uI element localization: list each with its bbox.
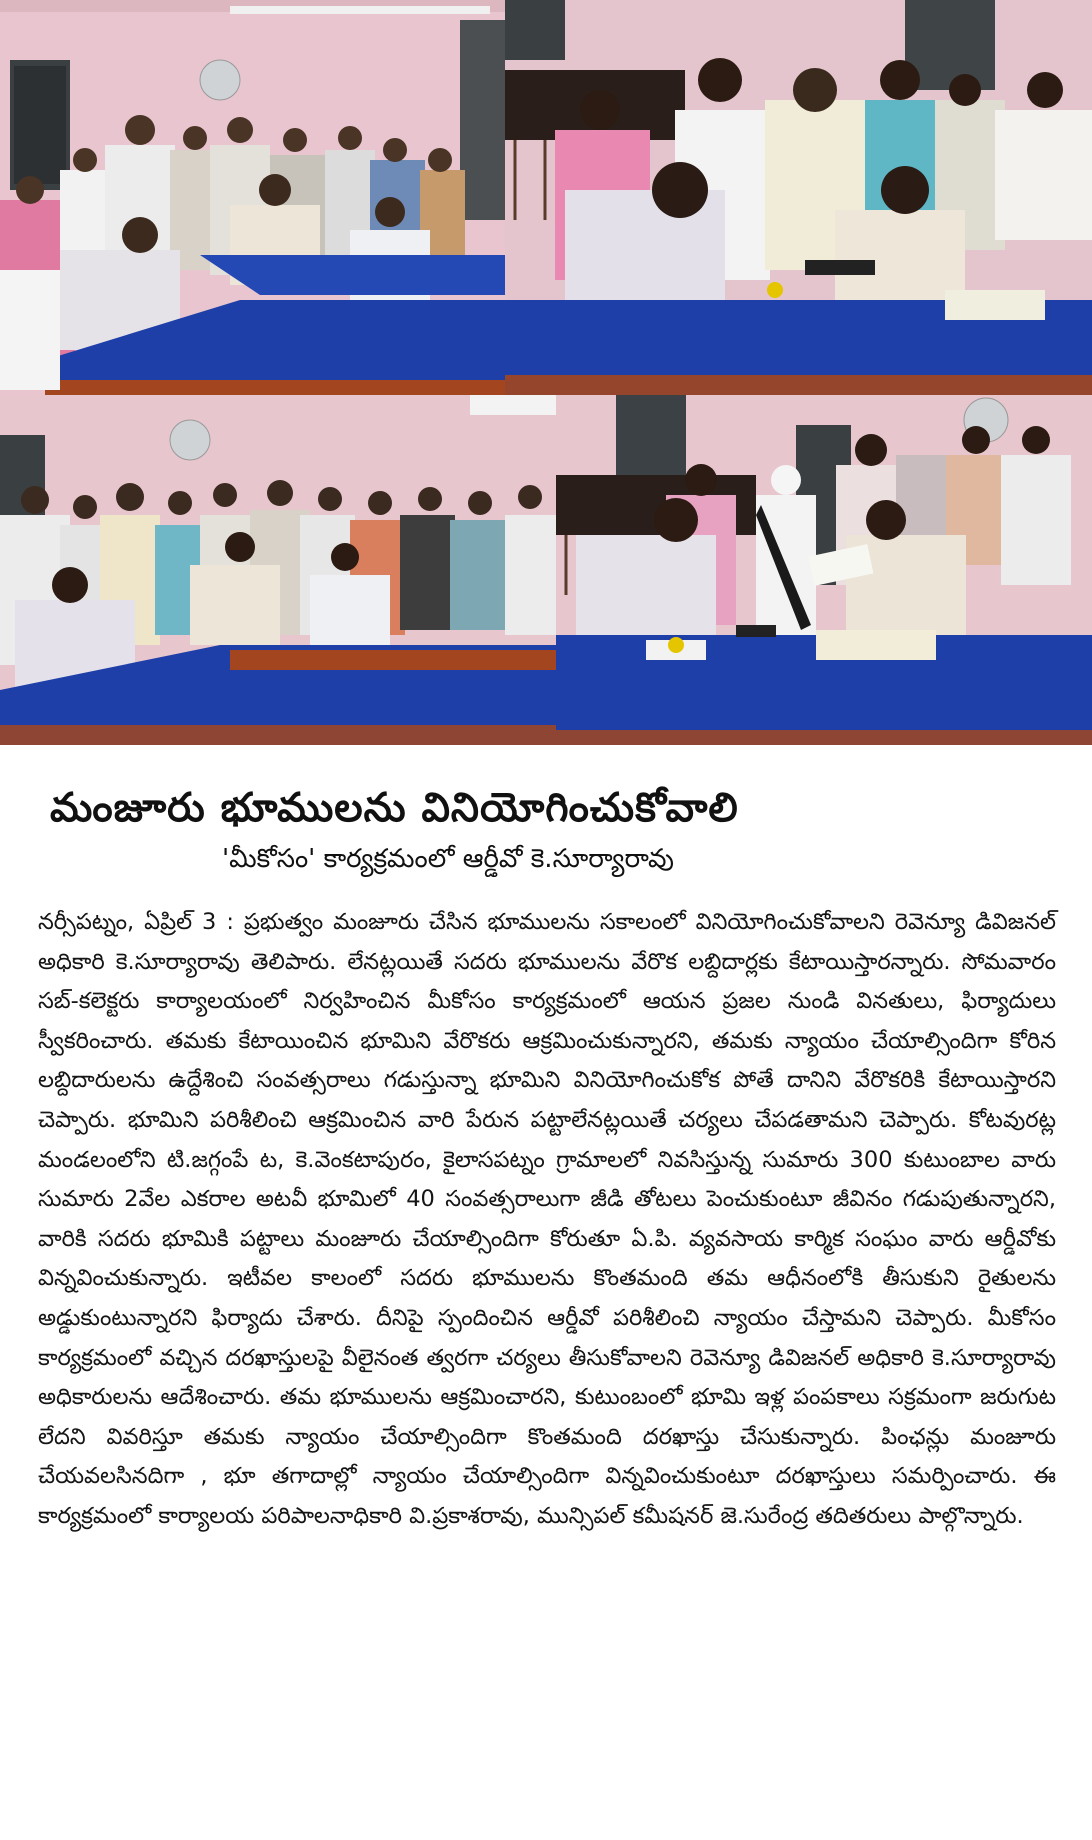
photo-meeting-4 — [556, 395, 1092, 745]
article-subheadline: 'మీకోసం' కార్యక్రమంలో ఆర్డీవో కె.సూర్యారావు — [222, 844, 674, 874]
article-body: నర్సీపట్నం, ఏప్రిల్ 3 : ప్రభుత్వం మంజూరు చేసిన భూములను సకాలంలో వినియోగించుకోవాలని రెవెన్యూ డివిజనల్ అధికారి కె.సూర్యారావు తెలిపారు. లేనట్లయితే సదరు భూములను వేరొక లబ్దిదార్లకు కేటాయిస్తారన్నారు. సోమవారం సబ్-కలెక్టరు కార్యాలయంలో నిర్వహించిన మీకోసం కార్యక్రమంలో ఆయన ప్రజల నుండి వినతులు, ఫిర్యాదులు స్వీకరించారు. తమకు కేటాయించిన భూమిని వేరొకరు ఆక్రమించుకున్నారని, తమకు న్యాయం చేయాల్సిందిగా కోరిన లబ్దిదారులను ఉద్దేశించి సంవత్సరాలు గడుస్తున్నా భూమిని వినియోగించుకోక పోతే దానిని వేరొకరికి కేటాయిస్తారని చెప్పారు. భూమిని పరిశీలించి ఆక్రమించిన వారి పేరున పట్టాలేనట్లయితే చర్యలు చేపడతామని చెప్పారు. కోటవురట్ల మండలంలోని టి.జగ్గంపే ట, కె.వెంకటాపురం, కైలాసపట్నం గ్రామాలలో నివసిస్తున్న సుమారు 300 కుటుంబాల వారు సుమారు 2వేల ఎకరాల అటవీ భూమిలో 40 సంవత్సరాలుగా జీడి తోటలు పెంచుకుంటూ జీవినం గడుపుతున్నారని, వారికి సదరు భూమికి పట్టాలు మంజూరు చేయాల్సిందిగా కోరుతూ ఏ.పి. వ్యవసాయ కార్మిక సంఘం వారు ఆర్డీవోకు విన్నవించుకున్నారు. ఇటీవల కాలంలో సదరు భూములను కొంతమంది తమ ఆధీనంలోకి తీసుకుని రైతులను అడ్డుకుంటున్నారని ఫిర్యాదు చేశారు. దీనిపై స్పందించిన ఆర్డీవో పరిశీలించి న్యాయం చేస్తామని చెప్పారు. మీకోసం కార్యక్రమంలో వచ్చిన దరఖాస్తులపై వీలైనంత త్వరగా చర్యలు తీసుకోవాలని రెవెన్యూ డివిజనల్ అధికారి కె.సూర్యారావు అధికారులను ఆదేశించారు. తమ భూములను ఆక్రమించారని, కుటుంబంలో భూమి ఇళ్ల పంపకాలు సక్రమంగా జరుగుట లేదని వివరిస్తూ తమకు న్యాయం చేయాల్సిందిగా కొంతమంది దరఖాస్తు చేసుకున్నారు. పింఛన్లు మంజూరు చేయవలసినదిగా , భూ తగాదాల్లో న్యాయం చేయాల్సిందిగా విన్నవించుకుంటూ దరఖాస్తులు సమర్పించారు. ఈ కార్యక్రమంలో కార్యాలయ పరిపాలనాధికారి వి.ప్రకాశరావు, మున్సిపల్ కమీషనర్ జె.సురేంద్ర తదితరులు పాల్గొన్నారు. — [38, 909, 1056, 1529]
photo-meeting-2 — [505, 0, 1092, 395]
photo-meeting-1 — [0, 0, 505, 395]
photo-grid — [0, 0, 1092, 745]
photo-meeting-3 — [0, 395, 556, 745]
article-headline: మంజూరు భూములను వినియోగించుకోవాలి — [50, 785, 739, 831]
